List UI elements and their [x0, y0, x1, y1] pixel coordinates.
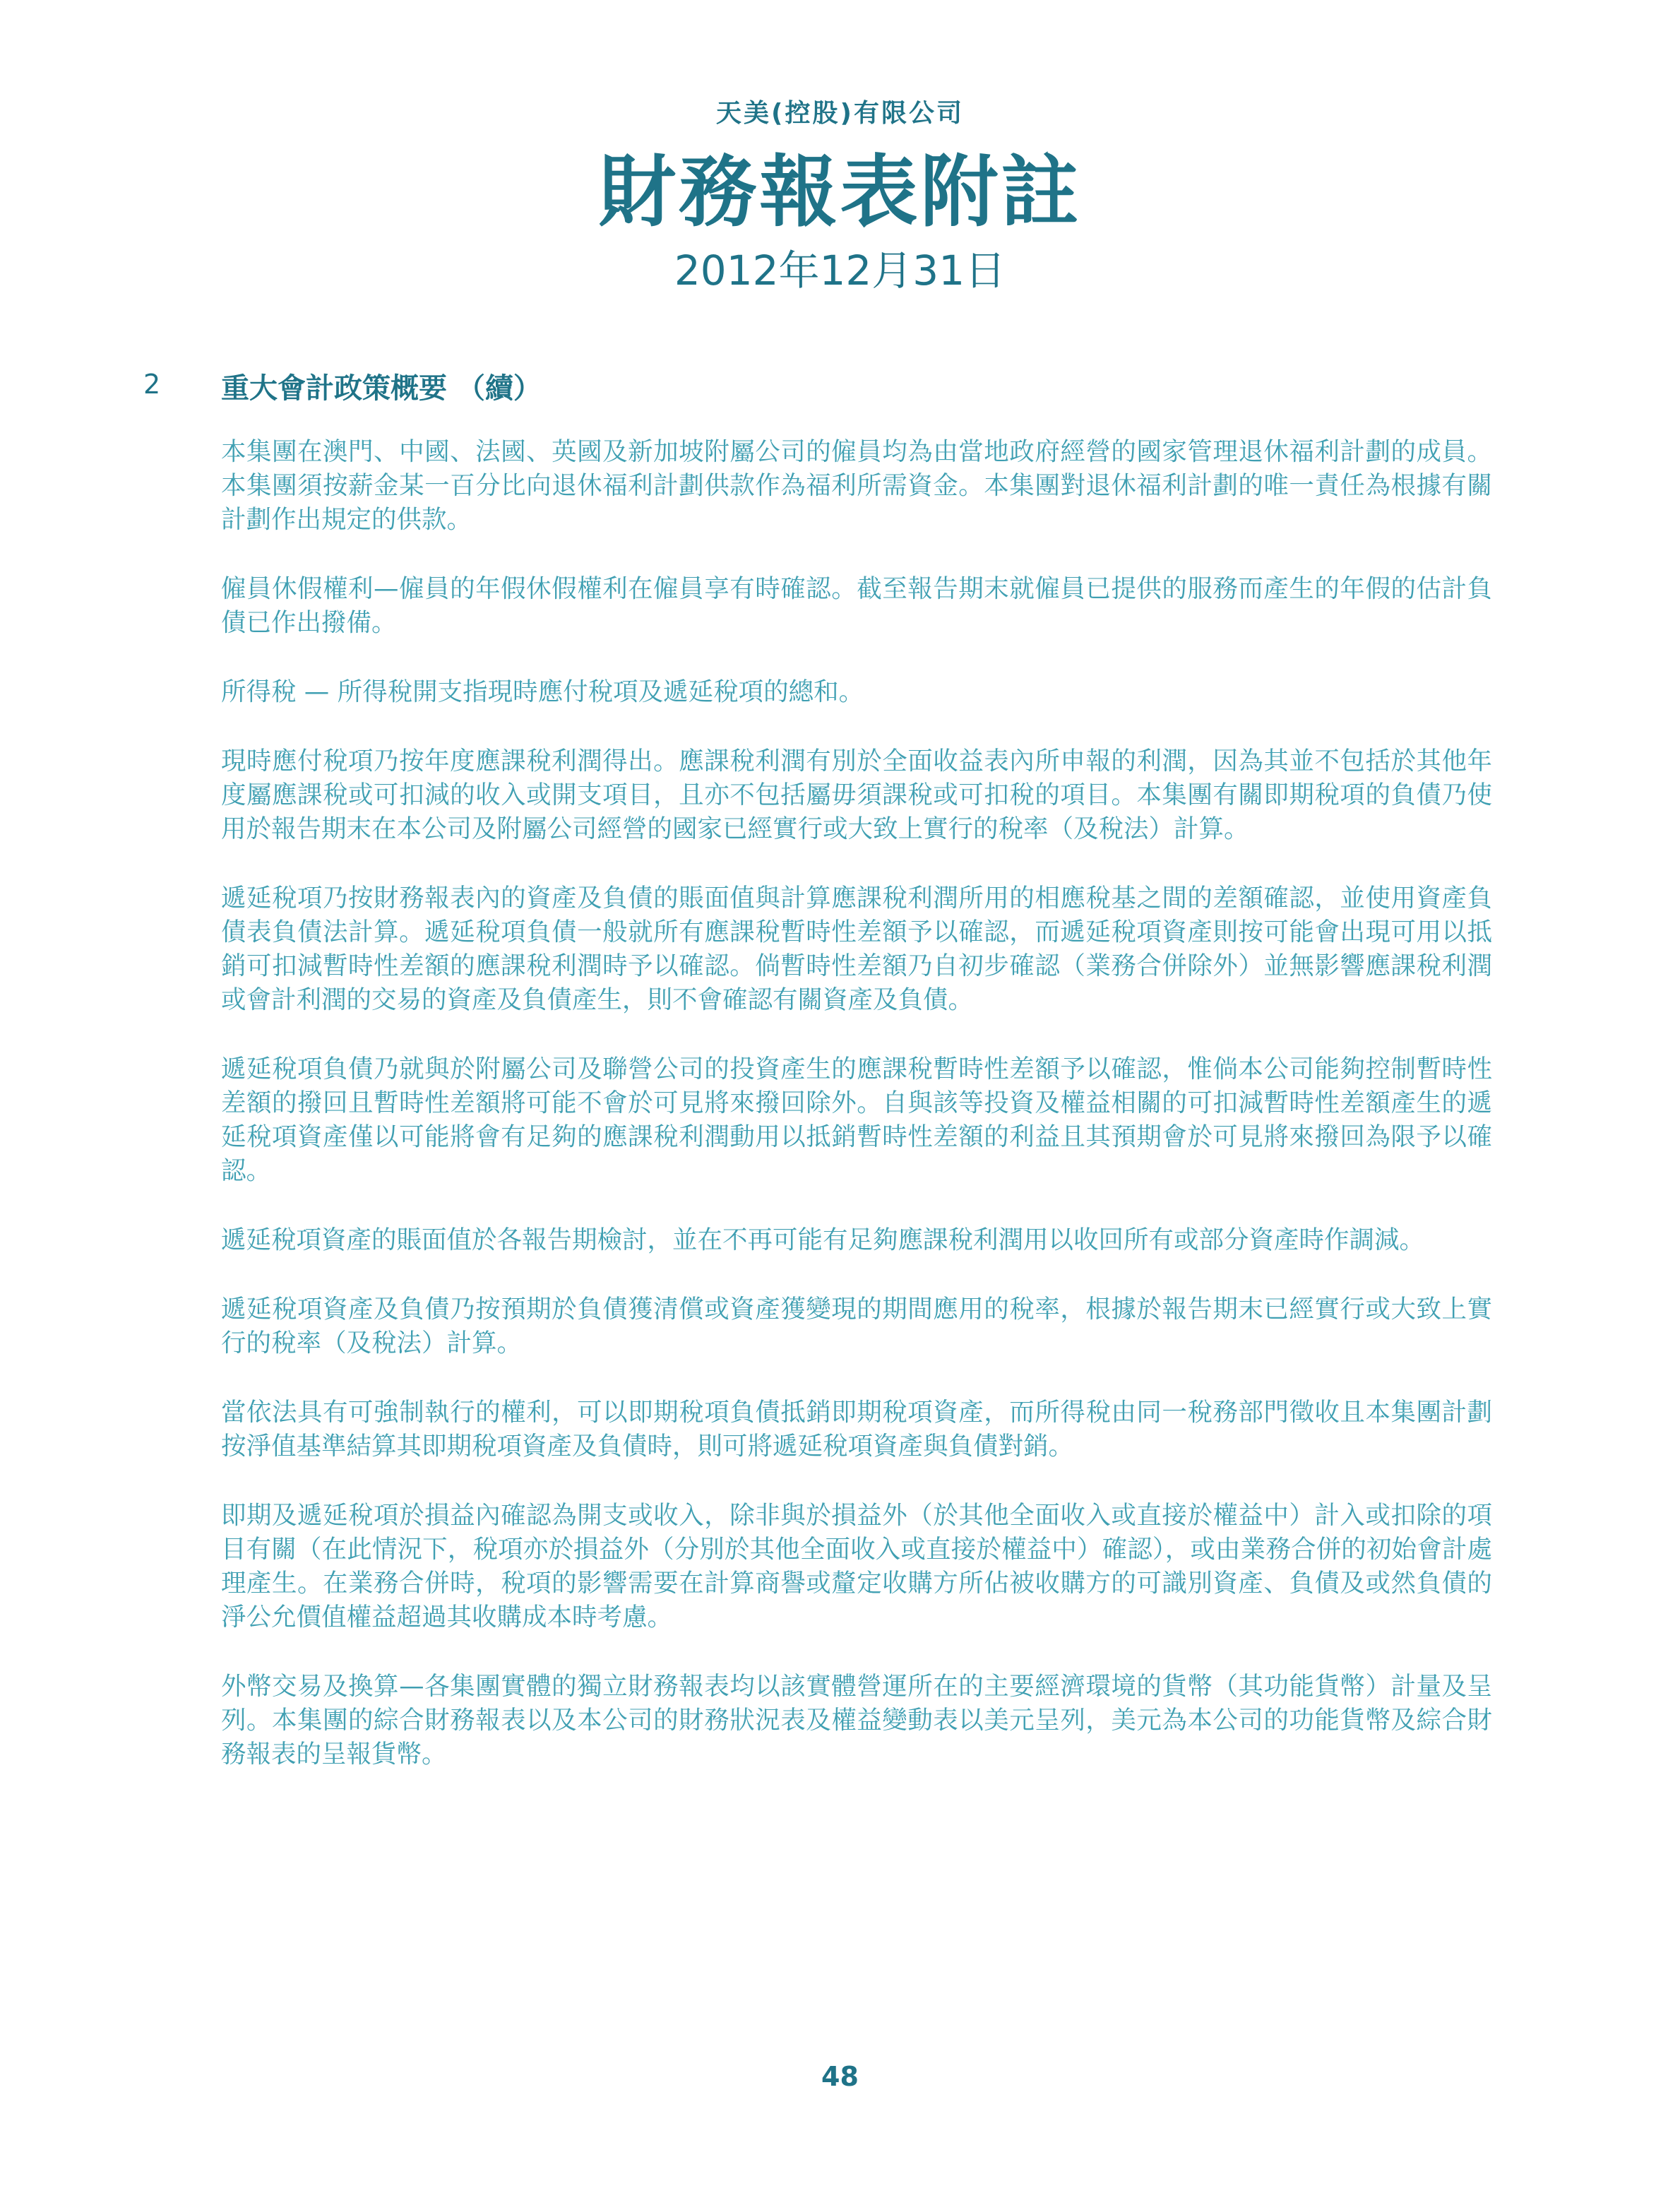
report-date: 2012年12月31日: [674, 246, 1006, 295]
notes-body: [221, 435, 1492, 1807]
paragraph-retirement-benefits: 本集團在澳門、中國、法國、英國及新加坡附屬公司的僱員均為由當地政府經營的國家管理退休福利計劃的成員。本集團須按薪金某一百分比向退休福利計劃供款作為福利所需資金。本集團對退休福利計劃的唯一責任為根據有關計劃作出規定的供款。: [221, 437, 1492, 534]
paragraph-deferred-tax-review: 遞延稅項資產的賬面值於各報告期檢討，並在不再可能有足夠應課稅利潤用以收回所有或部分資產時作調減。: [221, 1225, 1425, 1254]
paragraph-employee-leave: 僱員休假權利—僱員的年假休假權利在僱員享有時確認。截至報告期末就僱員已提供的服務而產生的年假的估計負債已作出撥備。: [221, 574, 1492, 637]
paragraph-deferred-tax: 遞延稅項乃按財務報表內的資產及負債的賬面值與計算應課稅利潤所用的相應稅基之間的差額確認，並使用資產負債表負債法計算。遞延稅項負債一般就所有應課稅暫時性差額予以確認，而遞延稅項資產則按可能會出現可用以抵銷可扣減暫時性差額的應課稅利潤時予以確認。倘暫時性差額乃自初步確認（業務合併除外）並無影響應課稅利潤或會計利潤的交易的資產及負債產生，則不會確認有關資產及負債。: [221, 884, 1492, 1014]
section-number: 2: [143, 369, 161, 400]
paragraph-tax-offset: 當依法具有可強制執行的權利，可以即期稅項負債抵銷即期稅項資產，而所得稅由同一稅務部門徵收且本集團計劃按淨值基準結算其即期稅項資產及負債時，則可將遞延稅項資產與負債對銷。: [221, 1398, 1492, 1461]
paragraph-tax-recognition: 即期及遞延稅項於損益內確認為開支或收入，除非與於損益外（於其他全面收入或直接於權益中）計入或扣除的項目有關（在此情況下，稅項亦於損益外（分別於其他全面收入或直接於權益中）確認），或由業務合併的初始會計處理產生。在業務合併時，稅項的影響需要在計算商譽或釐定收購方所佔被收購方的可識別資產、負債及或然負債的淨公允價值權益超過其收購成本時考慮。: [221, 1501, 1492, 1632]
section-heading: 重大會計政策概要 （續）: [221, 372, 542, 405]
paragraph-foreign-currency: 外幣交易及換算—各集團實體的獨立財務報表均以該實體營運所在的主要經濟環境的貨幣（其功能貨幣）計量及呈列。本集團的綜合財務報表以及本公司的財務狀況表及權益變動表以美元呈列，美元為本公司的功能貨幣及綜合財務報表的呈報貨幣。: [221, 1672, 1492, 1769]
page-number: 48: [821, 2061, 859, 2092]
company-name: 天美(控股)有限公司: [716, 99, 964, 128]
paragraph-current-tax: 現時應付稅項乃按年度應課稅利潤得出。應課稅利潤有別於全面收益表內所申報的利潤，因為其並不包括於其他年度屬應課稅或可扣減的收入或開支項目，且亦不包括屬毋須課稅或可扣稅的項目。本集團有關即期稅項的負債乃使用於報告期末在本公司及附屬公司經營的國家已經實行或大致上實行的稅率（及稅法）計算。: [221, 747, 1492, 843]
paragraph-income-tax: 所得稅 — 所得稅開支指現時應付稅項及遞延稅項的總和。: [221, 677, 864, 706]
paragraph-deferred-tax-liabilities: 遞延稅項負債乃就與於附屬公司及聯營公司的投資產生的應課稅暫時性差額予以確認，惟倘本公司能夠控制暫時性差額的撥回且暫時性差額將可能不會於可見將來撥回除外。自與該等投資及權益相關的可扣減暫時性差額產生的遞延稅項資產僅以可能將會有足夠的應課稅利潤動用以抵銷暫時性差額的利益且其預期會於可見將來撥回為限予以確認。: [221, 1055, 1492, 1185]
paragraph-deferred-tax-rates: 遞延稅項資產及負債乃按預期於負債獲清償或資產獲變現的期間應用的稅率，根據於報告期末已經實行或大致上實行的稅率（及稅法）計算。: [221, 1295, 1492, 1358]
page-title: 財務報表附註: [598, 147, 1082, 237]
